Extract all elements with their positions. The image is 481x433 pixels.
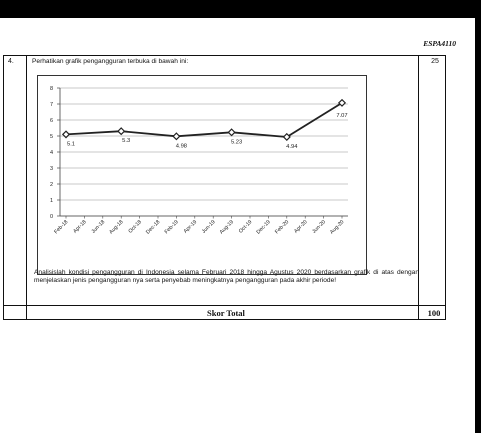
data-point-marker xyxy=(118,128,124,134)
x-tick-label: Dec-18 xyxy=(145,219,162,236)
y-tick-label: 2 xyxy=(49,182,53,189)
x-tick-label: Jun-19 xyxy=(200,219,217,235)
table-divider-total xyxy=(4,305,445,306)
x-tick-label: Feb-20 xyxy=(274,219,291,236)
x-tick-label: Aug-19 xyxy=(218,219,236,236)
y-tick-label: 0 xyxy=(49,214,53,221)
y-tick-label: 8 xyxy=(49,86,53,93)
data-label: 5.1 xyxy=(66,141,76,148)
x-tick-label: Oct-18 xyxy=(127,219,144,235)
data-label: 5.23 xyxy=(230,139,243,146)
x-tick-label: Feb-19 xyxy=(163,219,180,236)
x-tick-label: Apr-19 xyxy=(182,219,199,235)
data-point-marker xyxy=(63,131,69,137)
y-tick-label: 6 xyxy=(49,118,53,125)
data-label: 5.3 xyxy=(122,138,131,145)
y-tick-label: 7 xyxy=(49,102,53,109)
chart-svg xyxy=(38,76,366,274)
question-analysis-text: Analisislah kondisi pengangguran di Indonesia selama Februari 2018 hingga Agustus 2020 berdasarkan grafik di atas dengan menjelaskan jenis pengangguran nya serta penyebab meningkatnya pengangguran pada akhir periode! xyxy=(34,269,419,285)
table-divider-left xyxy=(26,56,27,319)
data-label: 4.98 xyxy=(175,143,188,150)
x-tick-label: Apr-20 xyxy=(293,219,309,235)
data-point-marker xyxy=(228,129,234,135)
exam-table xyxy=(3,55,446,320)
data-label: 4.94 xyxy=(286,143,298,150)
x-tick-label: Jun-18 xyxy=(90,219,107,235)
x-tick-label: Feb-18 xyxy=(53,219,70,236)
data-label: 7.07 xyxy=(336,112,348,119)
y-tick-label: 1 xyxy=(49,198,53,205)
total-score-value: 100 xyxy=(427,308,441,318)
data-point-marker xyxy=(173,133,179,139)
x-tick-label: Apr-18 xyxy=(72,219,88,235)
x-tick-label: Oct-19 xyxy=(237,219,254,235)
top-black-bar xyxy=(0,0,481,18)
y-tick-label: 3 xyxy=(49,166,53,173)
question-score: 25 xyxy=(431,58,439,65)
course-code: ESPA4110 xyxy=(423,39,456,48)
question-number: 4. xyxy=(8,58,14,65)
y-tick-label: 5 xyxy=(49,134,53,141)
unemployment-chart xyxy=(37,75,367,275)
right-black-edge xyxy=(475,0,481,433)
total-score-label: Skor Total xyxy=(207,308,245,318)
y-tick-label: 4 xyxy=(49,150,53,157)
x-tick-label: Aug-18 xyxy=(108,219,125,236)
x-tick-label: Aug-20 xyxy=(329,219,346,236)
x-tick-label: Jun-20 xyxy=(311,219,328,235)
x-tick-label: Dec-19 xyxy=(255,219,272,236)
question-prompt: Perhatikan grafik pengangguran terbuka di bawah ini: xyxy=(32,58,189,65)
